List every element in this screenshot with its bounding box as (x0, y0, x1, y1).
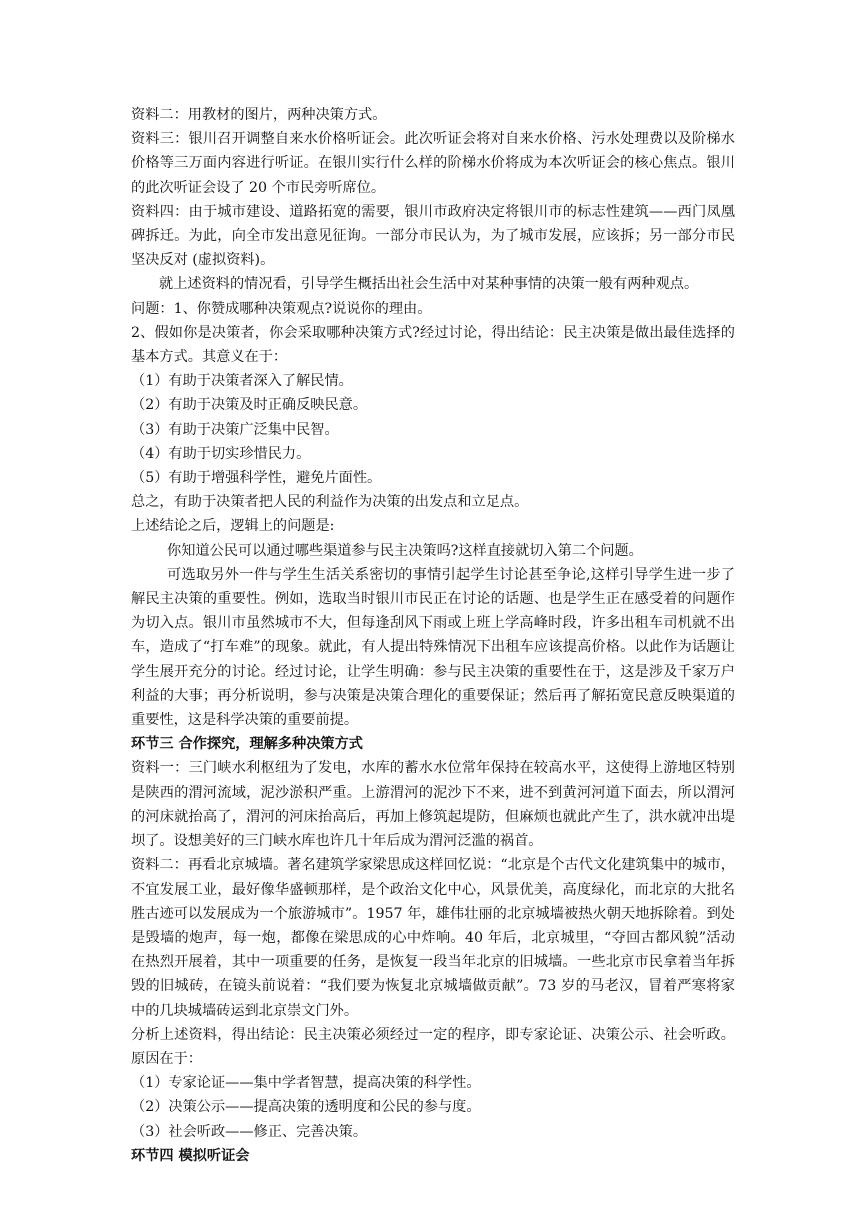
document-body (131, 103, 735, 1168)
paragraph-analysis: 分析上述资料，得出结论：民主决策必须经过一定的程序，即专家论证、决策公示、社会听政。原因在于： (131, 1026, 735, 1067)
paragraph-taxi-example: 可选取另外一件与学生生活关系密切的事情引起学生讨论甚至争论,这样引导学生进一步了解民主决策的重要性。例如，选取当时银川市民正在讨论的话题、也是学生正在感受着的问题作为切入点。银川市虽然城市不大，但每逢刮风下雨或上班上学高峰时段，许多出租车司机就不出车，造成了“打车难”的现象。就此，有人提出特殊情况下出租车应该提高价格。以此作为话题让学生展开充分的讨论。经过讨论，让学生明确：参与民主决策的重要性在于，这是涉及千家万户利益的大事；再分析说明，参与决策是决策合理化的重要保证；然后再了解拓宽民意反映渠道的重要性，这是科学决策的重要前提。 (131, 566, 735, 729)
list-item-procedure-3: （3）社会听政——修正、完善决策。 (131, 1123, 368, 1140)
paragraph-summary: 就上述资料的情况看，引导学生概括出社会生活中对某种事情的决策一般有两种观点。 (159, 276, 699, 293)
list-item-significance-1: （1）有助于决策者深入了解民情。 (131, 373, 353, 390)
list-item-procedure-1: （1）专家论证——集中学者智慧，提高决策的科学性。 (131, 1075, 481, 1092)
section-heading-4: 环节四 模拟听证会 (131, 1147, 250, 1164)
paragraph-question-1: 问题：1、你赞成哪种决策观点?说说你的理由。 (131, 300, 432, 317)
section-heading-3: 环节三 合作探究，理解多种决策方式 (131, 736, 363, 753)
paragraph-conclusion: 总之，有助于决策者把人民的利益作为决策的出发点和立足点。 (131, 494, 529, 511)
list-item-significance-2: （2）有助于决策及时正确反映民意。 (131, 397, 368, 414)
paragraph-material-2: 资料二：用教材的图片，两种决策方式。 (131, 107, 387, 123)
paragraph-beijing-wall: 资料二：再看北京城墙。著名建筑学家梁思成这样回忆说：“北京是个古代文化建筑集中的城市，不宜发展工业，最好像华盛顿那样，是个政治文化中心，风景优美，高度绿化，而北京的大批名胜古迹可以发展成为一个旅游城市”。1957 年，雄伟壮丽的北京城墙被热火朝天地拆除着。到处是毁墙的炮声，每一炮，都像在梁思成的心中炸响。40 年后，北京城里，“夺回古都风貌”活动在热烈开展着，其中一项重要的任务，是恢复一段当年北京的旧城墙。一些北京市民拿着当年拆毁的旧城砖，在镜头前说着：“我们要为恢复北京城墙做贡献”。73 岁的马老汉，冒着严寒将家中的几块城墙砖运到北京崇文门外。 (131, 857, 735, 1019)
list-item-significance-5: （5）有助于增强科学性，避免片面性。 (131, 470, 382, 487)
list-item-procedure-2: （2）决策公示——提高决策的透明度和公民的参与度。 (131, 1099, 481, 1116)
paragraph-material-3: 资料三：银川召开调整自来水价格听证会。此次听证会将对自来水价格、污水处理费以及阶梯水价格等三万面内容进行听证。在银川实行什么样的阶梯水价将成为本次听证会的核心焦点。银川的此次听证会设了 20 个市民旁听席位。 (131, 131, 735, 196)
paragraph-material-4: 资料四：由于城市建设、道路拓宽的需要，银川市政府决定将银川市的标志性建筑——西门凤凰碑拆迁。为此，向全市发出意见征询。一部分市民认为，为了城市发展，应该拆；另一部分市民坚决反对 (虚拟资料)。 (131, 203, 735, 269)
paragraph-channels-question: 你知道公民可以通过哪些渠道参与民主决策吗?这样直接就切入第二个问题。 (167, 542, 643, 559)
list-item-significance-3: （3）有助于决策广泛集中民智。 (131, 421, 339, 438)
paragraph-logic-question: 上述结论之后，逻辑上的问题是: (131, 518, 335, 535)
paragraph-question-2: 2、假如你是决策者，你会采取哪种决策方式?经过讨论，得出结论：民主决策是做出最佳选择的基本方式。其意义在于： (131, 324, 735, 366)
list-item-significance-4: （4）有助于切实珍惜民力。 (131, 445, 311, 462)
paragraph-sanmenxia: 资料一：三门峡水利枢纽为了发电，水库的蓄水水位常年保持在较高水平，这使得上游地区特别是陕西的渭河流域，泥沙淤积严重。上游渭河的泥沙下不来，进不到黄河河道下面去，所以渭河的河床就抬高了，渭河的河床抬高后，再加上修筑起堤防，但麻烦也就此产生了，洪水就冲出堤坝了。设想美好的三门峡水库也许几十年后成为渭河泛滥的祸首。 (131, 760, 735, 850)
